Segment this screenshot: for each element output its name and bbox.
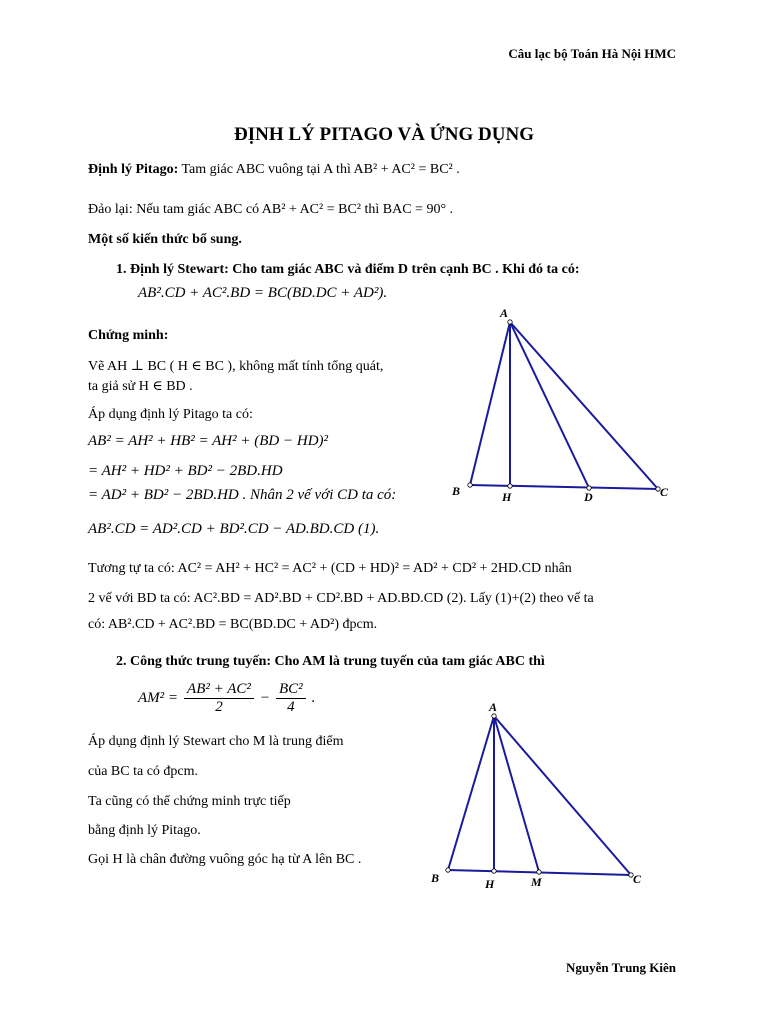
theorem-label: Định lý Pitago: (88, 162, 179, 177)
fig1-point-c (656, 487, 660, 491)
supplement-heading: Một số kiến thức bổ sung. (88, 232, 242, 247)
fig1-side-ab (470, 322, 510, 485)
fig1-point-h (508, 484, 512, 488)
fig1-label-b: B (452, 484, 461, 498)
fig2-side-ab (448, 716, 494, 870)
median-formula (138, 681, 315, 716)
fig1-label-h: H (502, 490, 512, 504)
proof-heading: Chứng minh: (88, 328, 169, 343)
fig1-point-d (587, 486, 591, 490)
fraction-2 (276, 681, 306, 716)
fig1-cevian-ad (510, 322, 589, 488)
fig2-side-bc (448, 870, 631, 875)
fig1-label-c: C (660, 485, 669, 499)
fig2-label-b: B (431, 871, 440, 885)
theorem-text: Tam giác ABC vuông tại A thì AB² + AC² = BC² . (178, 162, 460, 177)
fig1-point-a (508, 320, 512, 324)
app-line1: Áp dụng định lý Stewart cho M là trung điểm (88, 734, 344, 749)
converse-line: Đảo lại: Nếu tam giác ABC có AB² + AC² = BC² thì BAC = 90° . (88, 202, 454, 217)
fig1-point-b (468, 483, 472, 487)
item1-formula: AB².CD + AC².BD = BC(BD.DC + AD²). (138, 285, 388, 301)
app-line4: bằng định lý Pitago. (88, 823, 201, 838)
fig2-point-b (446, 868, 450, 872)
proof-eq3: = AD² + BD² − 2BD.HD . Nhân 2 vế với CD ta có: (88, 487, 397, 503)
proof-p3: có: AB².CD + AC².BD = BC(BD.DC + AD²) đpcm. (88, 617, 378, 632)
fig2-point-m (537, 870, 541, 874)
item1-heading: 1. Định lý Stewart: Cho tam giác ABC và điểm D trên cạnh BC . Khi đó ta có: (116, 262, 580, 277)
proof-line3: Áp dụng định lý Pitago ta có: (88, 407, 253, 422)
fraction-1-num: AB² + AC² (184, 681, 254, 699)
app-line3: Ta cũng có thể chứng minh trực tiếp (88, 794, 291, 809)
fig2-side-ac (494, 716, 631, 875)
fig2-median-am (494, 716, 539, 872)
fig2-label-m: M (531, 875, 542, 889)
theorem-line (88, 162, 460, 178)
page-title: ĐỊNH LÝ PITAGO VÀ ỨNG DỤNG (234, 124, 534, 145)
proof-eq1: AB² = AH² + HB² = AH² + (BD − HD)² (88, 433, 329, 449)
fig2-point-c (629, 873, 633, 877)
proof-p2: 2 vế với BD ta có: AC².BD = AD².BD + CD².BD + AD.BD.CD (2). Lấy (1)+(2) theo vế ta (88, 591, 594, 606)
fraction-1-den: 2 (215, 699, 223, 715)
proof-eq4: AB².CD = AD².CD + BD².CD − AD.BD.CD (1). (88, 521, 380, 537)
proof-eq2: = AH² + HD² + BD² − 2BD.HD (88, 463, 283, 479)
app-line5: Gọi H là chân đường vuông góc hạ từ A lên BC . (88, 852, 362, 867)
proof-line1: Vẽ AH ⊥ BC ( H ∈ BC ), không mất tính tổng quát, (88, 359, 384, 374)
fraction-2-den: 4 (287, 699, 295, 715)
proof-line2: ta giả sử H ∈ BD . (88, 379, 193, 394)
fraction-1 (184, 681, 254, 716)
app-line2: của BC ta có đpcm. (88, 764, 199, 779)
fig2-point-a (492, 714, 496, 718)
fig2-label-h: H (485, 877, 495, 891)
fig1-side-bc (470, 485, 658, 489)
proof-p1: Tương tự ta có: AC² = AH² + HC² = AC² + (CD + HD)² = AD² + CD² + 2HD.CD nhân (88, 561, 572, 576)
fraction-2-num: BC² (276, 681, 306, 699)
formula-period: . (311, 690, 316, 706)
header-club: Câu lạc bộ Toán Hà Nội HMC (508, 46, 676, 61)
minus-sign: − (259, 690, 270, 706)
item2-heading: 2. Công thức trung tuyến: Cho AM là trung tuyến của tam giác ABC thì (116, 654, 545, 669)
fig2-point-h (492, 869, 496, 873)
median-lhs: AM² = (138, 690, 179, 706)
footer-author: Nguyễn Trung Kiên (565, 960, 676, 975)
fig1-label-d: D (584, 490, 593, 504)
fig1-side-ac (510, 322, 658, 489)
fig2-label-c: C (633, 872, 642, 886)
fig2-label-a: A (489, 700, 498, 714)
fig1-label-a: A (500, 306, 509, 320)
